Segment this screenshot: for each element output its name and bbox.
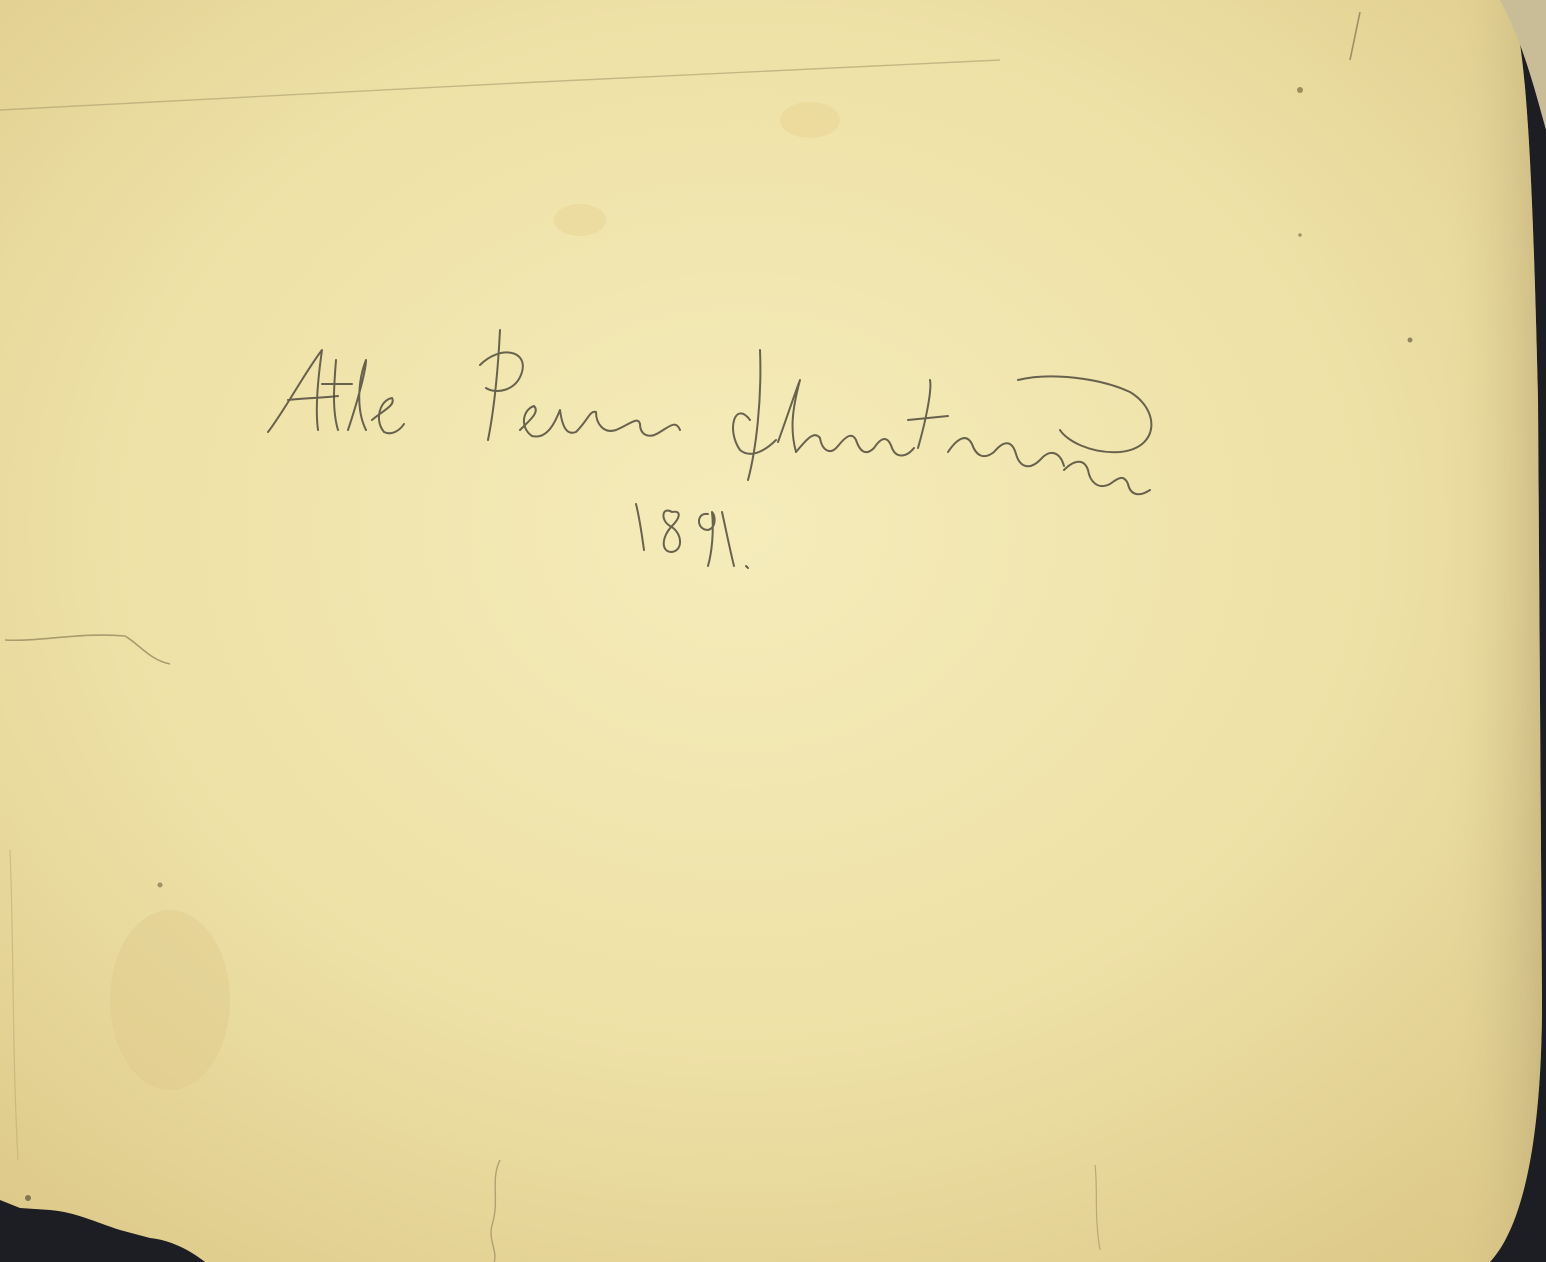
stroke-year-1b: [722, 512, 734, 566]
stroke-year-dot: [746, 566, 748, 568]
stroke-l: [348, 360, 366, 430]
stroke-t: [322, 360, 352, 430]
stroke-C: [733, 350, 776, 480]
stroke-year-9: [699, 512, 715, 566]
stroke-tian: [908, 380, 1064, 466]
stroke-edersen: [520, 406, 680, 437]
stroke-A: [268, 350, 338, 432]
stroke-P: [480, 330, 523, 440]
signature-transcription: [300, 360, 1200, 361]
stroke-e: [372, 398, 404, 433]
signature-text: [300, 360, 314, 361]
stroke-year-8: [663, 511, 680, 552]
stroke-hris: [778, 380, 914, 456]
stroke-sen: [1064, 462, 1150, 495]
stroke-year-1: [636, 504, 644, 550]
year-text: [314, 360, 317, 361]
stroke-flourish: [1018, 376, 1151, 452]
